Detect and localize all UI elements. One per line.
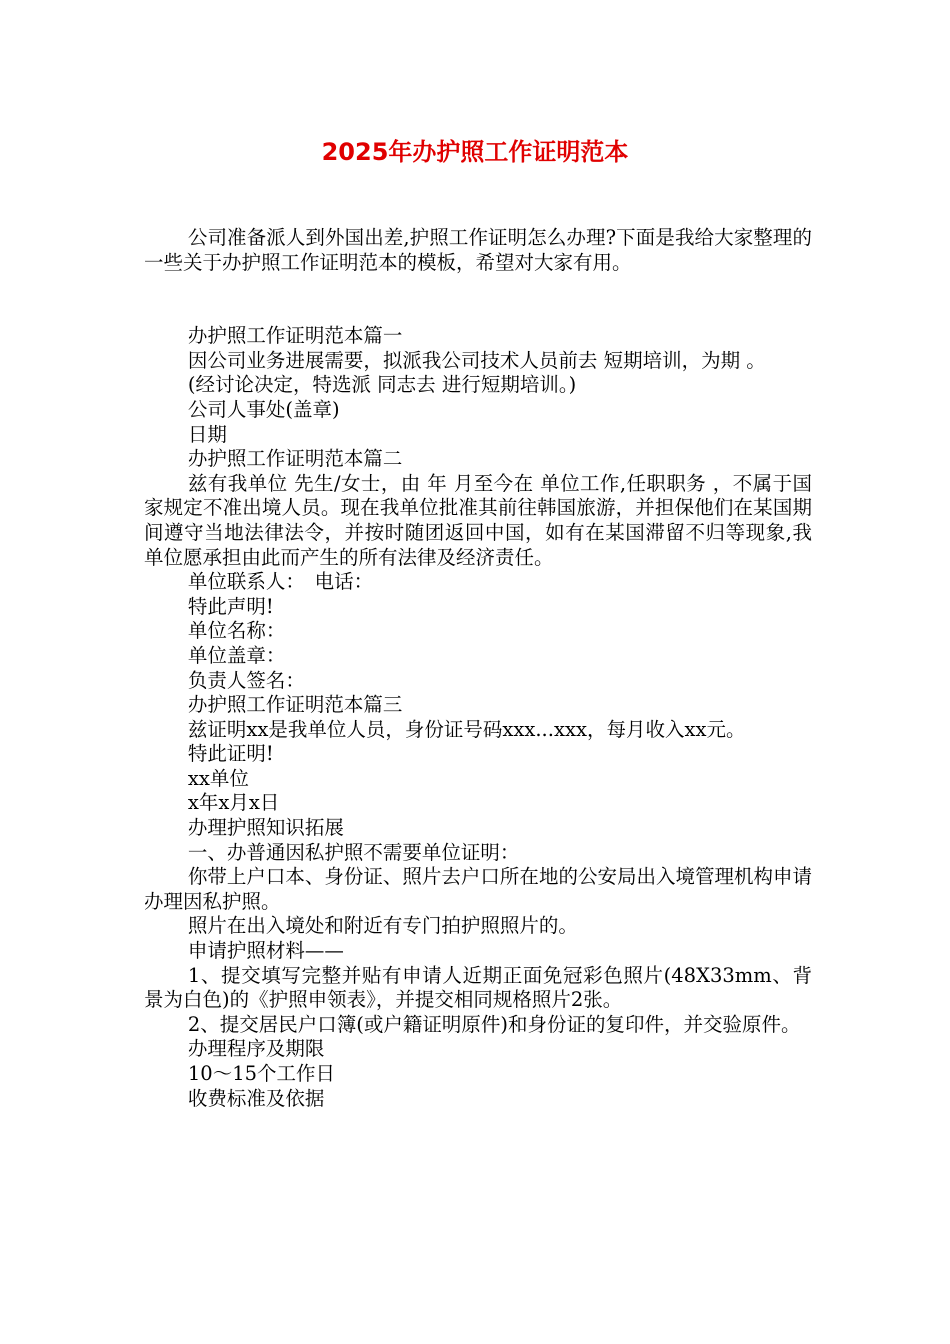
signatory-line: 负责人签名： [187, 668, 305, 692]
date-line: 日期 [187, 422, 227, 446]
document-title: 2025年办护照工作证明范本 [321, 138, 629, 166]
body-paragraph: 10～15个工作日 [187, 1062, 336, 1085]
declaration-line: 特此声明! [187, 594, 274, 618]
body-paragraph: 照片在出入境处和附近有专门拍护照照片的。 [187, 914, 578, 938]
list-item: 2、提交居民户口簿(或户籍证明原件)和身份证的复印件，并交验原件。 [187, 1012, 801, 1036]
list-item: 1、提交填写完整并贴有申请人近期正面免冠彩色照片(48X33mm、背景为白色)的《护照申领表》，并提交相同规格照片2张。 [144, 963, 812, 1012]
body-paragraph: (经讨论决定，特选派 同志去 进行短期培训。) [187, 373, 577, 397]
signature-line: 公司人事处(盖章) [187, 397, 340, 421]
section-heading-knowledge: 办理护照知识拓展 [187, 816, 344, 840]
subheading: 申请护照材料—— [187, 939, 344, 963]
unit-seal-line: 单位盖章： [187, 643, 286, 667]
date-line: x年x月x日 [187, 791, 280, 815]
section-heading-template-1: 办护照工作证明范本篇一 [187, 324, 403, 348]
body-paragraph: 兹证明xx是我单位人员，身份证号码xxx...xxx，每月收入xx元。 [187, 717, 746, 741]
paragraph-spacer [144, 275, 812, 324]
intro-paragraph: 公司准备派人到外国出差,护照工作证明怎么办理?下面是我给大家整理的一些关于办护照工作证明范本的模板，希望对大家有用。 [144, 226, 812, 274]
body-paragraph: 兹有我单位 先生/女士，由 年 月至今在 单位工作,任职职务 ，不属于国家规定不准出境人员。现在我单位批准其前往韩国旅游，并担保他们在某国期间遵守当地法律法令，并按时随团返回中国，如有在某国滞留不归等现象,我单位愿承担由此而产生的所有法律及经济责任。 [144, 471, 812, 569]
contact-line: 单位联系人： 电话： [187, 570, 374, 594]
subheading: 收费标准及依据 [187, 1086, 325, 1110]
body-paragraph: 你带上户口本、身份证、照片去户口所在地的公安局出入境管理机构申请办理因私护照。 [144, 865, 812, 913]
subheading: 办理程序及期限 [187, 1037, 325, 1061]
declaration-line: 特此证明! [187, 742, 274, 766]
body-paragraph: 因公司业务进展需要，拟派我公司技术人员前去 短期培训，为期 。 [187, 348, 766, 372]
subheading: 一、办普通因私护照不需要单位证明： [187, 840, 520, 864]
unit-name-line: xx单位 [187, 766, 249, 790]
section-heading-template-2: 办护照工作证明范本篇二 [187, 447, 403, 471]
document-body [144, 226, 812, 1111]
section-heading-template-3: 办护照工作证明范本篇三 [187, 693, 403, 717]
unit-name-line: 单位名称： [187, 619, 286, 643]
